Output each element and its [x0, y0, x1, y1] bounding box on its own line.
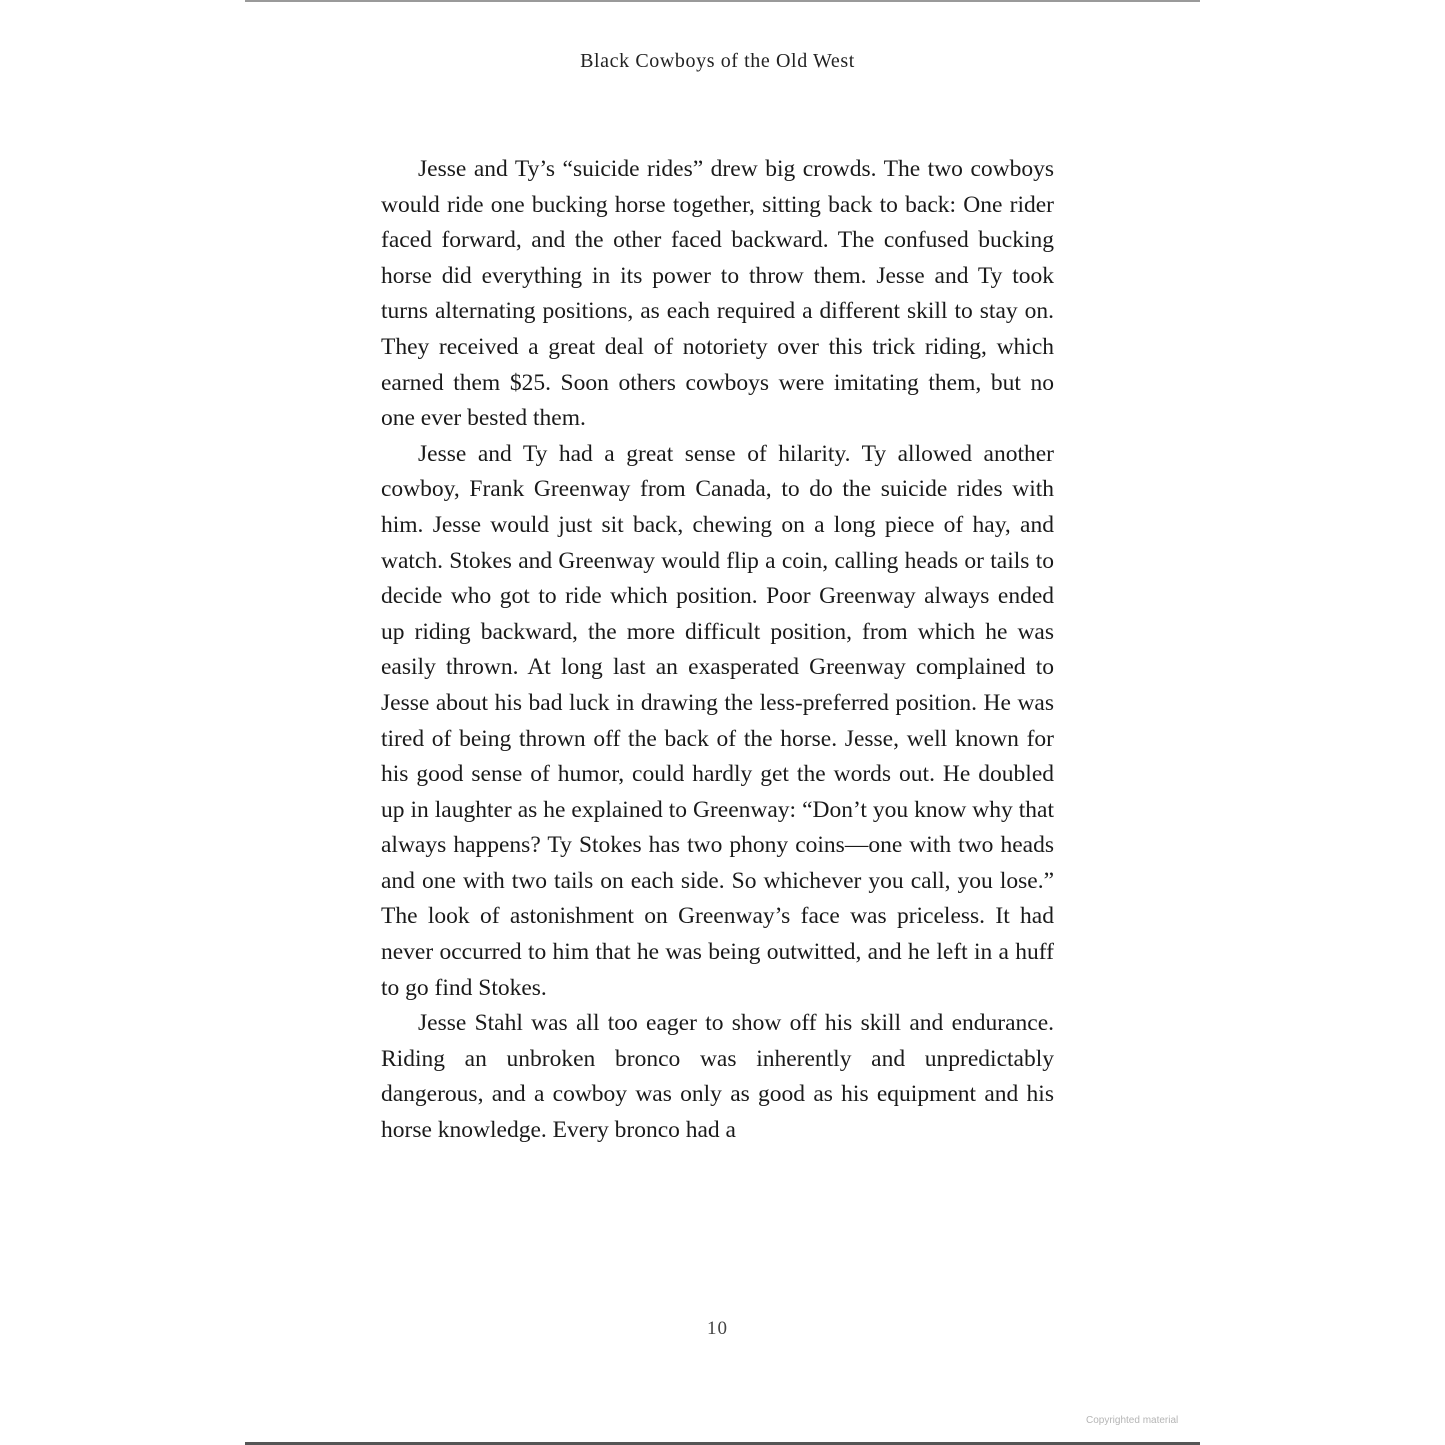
page-number: 10 [707, 1318, 728, 1339]
top-edge-line [245, 0, 1200, 2]
paragraph-1: Jesse and Ty’s “suicide rides” drew big crowds. The two cowboys would ride one bucking horse together, sitting back to back: One rider faced forward, and the other faced backward. The confused bucking horse did everything in its power to throw them. Jesse and Ty took turns alternating positions, as each required a different skill to stay on. They received a great deal of notoriety over this trick riding, which earned them $25. Soon others cowboys were imitating them, but no one ever bested them. [381, 156, 1054, 432]
copyright-note: Copyrighted material [1086, 1415, 1179, 1426]
paragraph-3: Jesse Stahl was all too eager to show off his skill and endurance. Riding an unbroken bronco was inherently and unpredictably dangerous, and a cowboy was only as good as his equipment and his horse knowledge. Every bronco had a [381, 1010, 1054, 1144]
paragraph-2: Jesse and Ty had a great sense of hilarity. Ty allowed another cowboy, Frank Greenway from Canada, to do the suicide rides with him. Jesse would just sit back, chewing on a long piece of hay, and watch. Stokes and Greenway would flip a coin, calling heads or tails to decide who got to ride which position. Poor Greenway always ended up riding backward, the more difficult position, from which he was easily thrown. At long last an exasperated Greenway complained to Jesse about his bad luck in drawing the less-preferred position. He was tired of being thrown off the back of the horse. Jesse, well known for his good sense of humor, could hardly get the words out. He doubled up in laughter as he explained to Greenway: “Don’t you know why that always happens? Ty Stokes has two phony coins—one with two heads and one with two tails on each side. So whichever you call, you lose.” The look of astonishment on Greenway’s face was priceless. It had never occurred to him that he was being outwitted, and he left in a huff to go find Stokes. [381, 440, 1054, 1001]
body-text [381, 152, 1054, 1149]
running-head-title: Black Cowboys of the Old West [580, 50, 855, 72]
